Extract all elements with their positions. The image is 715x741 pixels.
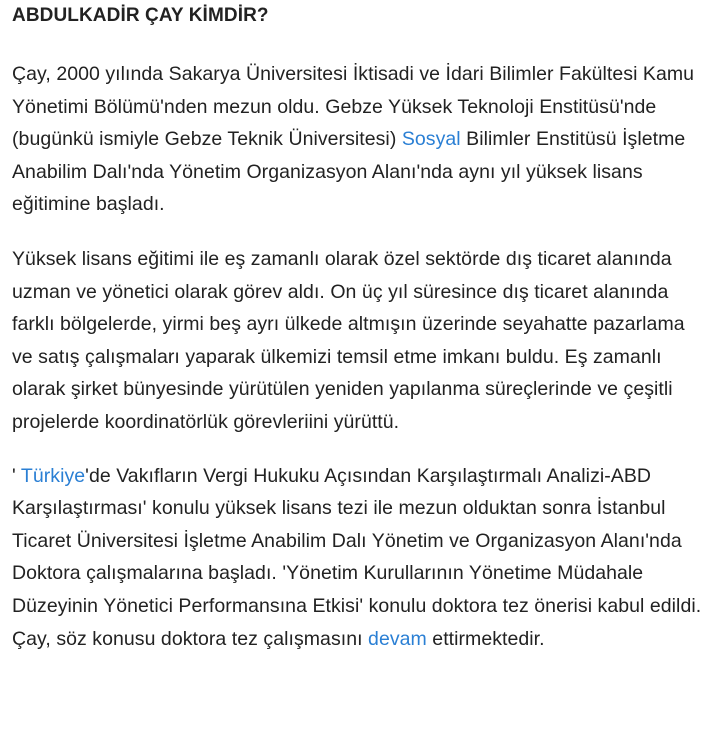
link-sosyal[interactable]: Sosyal (401, 128, 461, 151)
paragraph-text: ettirmektedir. (426, 627, 545, 650)
paragraph-text: Bilimler Enstitüsü İşletme Anabilim Dalı'nda Yönetim Organizasyon Alanı'nda aynı yıl yüksek lisans eğitimine başladı. (12, 128, 686, 216)
paragraph-text: ' (12, 464, 21, 487)
link-turkiye[interactable]: Türkiye (20, 464, 86, 487)
article-heading: ABDULKADİR ÇAY KİMDİR? (12, 5, 269, 26)
paragraph-education (12, 58, 702, 221)
paragraph-text: Çay, 2000 yılında Sakarya Üniversitesi İktisadi ve İdari Bilimler Fakültesi Kamu Yönetimi Bölümü'nden mezun oldu. Gebze Yüksek Teknoloji Enstitüsü'nde (bugünkü ismiyle Gebze Teknik Üniversitesi) (12, 63, 695, 151)
paragraph-career: Yüksek lisans eğitimi ile eş zamanlı olarak özel sektörde dış ticaret alanında uzman ve yönetici olarak görev aldı. On üç yıl süresince dış ticaret alanında farklı bölgelerde, yirmi beş ayrı ülkede altmışın üzerinde seyahatte pazarlama ve satış çalışmaları yaparak ülkemizi temsil etme imkanı buldu. Eş zamanlı olarak şirket bünyesinde yürütülen yeniden yapılanma süreçlerinde ve çeşitli projelerde koordinatörlük görevleriini yürüttü. (12, 247, 685, 433)
link-devam[interactable]: devam (368, 627, 427, 650)
paragraph-doctorate (12, 460, 702, 656)
paragraph-text: 'de Vakıfların Vergi Hukuku Açısından Karşılaştırmalı Analizi-ABD Karşılaştırması' konulu yüksek lisans tezi ile mezun olduktan sonra İstanbul Ticaret Üniversitesi İşletme Anabilim Dalı Yönetim ve Organizasyon Alanı'nda Doktora çalışmalarına başladı. 'Yönetim Kurullarının Yönetime Müdahale Düzeyinin Yönetici Performansına Etkisi' konulu doktora tez önerisi kabul edildi. Çay, söz konusu doktora tez çalışmasını (12, 464, 702, 650)
